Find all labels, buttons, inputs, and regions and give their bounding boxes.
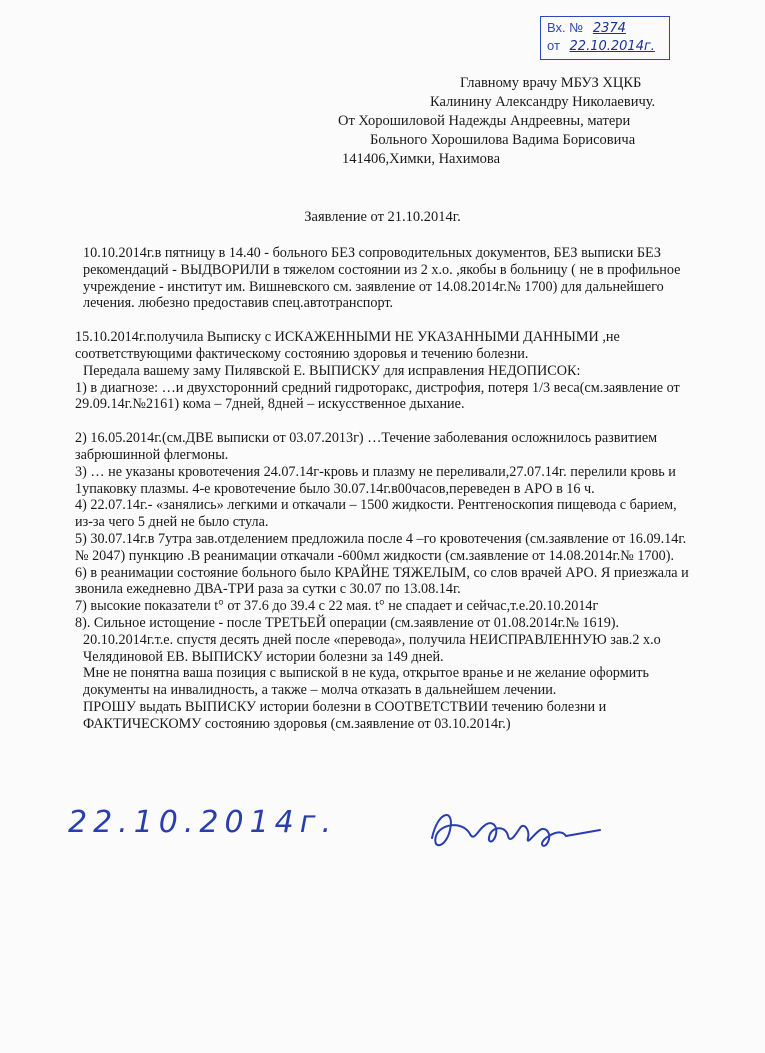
paragraph-14: ПРОШУ выдать ВЫПИСКУ истории болезни в СООТВЕТСТВИИ течению болезни и ФАКТИЧЕСКОМУ состоянию здоровья (см.заявление от 03.10.2014г.) [83, 698, 607, 732]
addressee-line-1: Главному врачу МБУЗ ХЦКБ [460, 75, 642, 91]
paragraph-10: 7) высокие показатели t° от 37.6 до 39.4 с 22 мая. t° не спадает и сейчас,т.е.20.10.2014г [75, 598, 599, 615]
addressee-line-2: Калинину Александру Николаевичу. [430, 94, 656, 110]
document-title: Заявление от 21.10.2014г. [304, 209, 461, 225]
addressee-block [280, 74, 700, 169]
paragraph-12: 20.10.2014г.т.е. спустя десять дней после «перевода», получила НЕИСПРАВЛЕННУЮ зав.2 х.о Челядиновой ЕВ. ВЫПИСКУ истории болезни за 149 дней. [83, 631, 661, 665]
paragraph-4: 1) в диагнозе: …и двухсторонний средний гидроторакс, дистрофия, потеря 1/3 веса(см.заявление от 29.09.14г.№2161) кома – 7дней, 8дней – искусственное дыхание. [75, 379, 680, 413]
paragraph-2: 15.10.2014г.получила Выписку с ИСКАЖЕННЫМИ НЕ УКАЗАННЫМИ ДАННЫМИ ,не соответствующими фактическому состоянию здоровья и течению болезни. [75, 329, 620, 362]
signature-scribble [432, 815, 600, 846]
paragraph-3: Передала вашему заму Пилявской Е. ВЫПИСКУ для исправления НЕДОПИСОК: [83, 362, 581, 379]
stamp-in-label: Вх. № [547, 20, 584, 35]
stamp-date-row [547, 38, 655, 56]
paragraph-11: 8). Сильное истощение - после ТРЕТЬЕЙ операции (см.заявление от 01.08.2014г.№ 1619). [75, 614, 620, 631]
paragraph-9: 6) в реанимации состояние больного было КРАЙНЕ ТЯЖЕЛЫМ, со слов врачей АРО. Я приезжала и звонила ежедневно ДВА-ТРИ раза за сутки с 30.07 по 13.08.14г. [75, 564, 689, 598]
paragraph-13: Мне не понятна ваша позиция с выпиской в не куда, открытое вранье и не желание оформить документы на инвалидность, а также – молча отказать в дальнейшем лечении. [83, 665, 649, 699]
handwritten-date: 22.10.2014г. [68, 805, 338, 840]
paragraph-5: 2) 16.05.2014г.(см.ДВЕ выписки от 03.07.2013г) …Течение заболевания осложнилось развитием забрюшинной флегмоны. [75, 430, 658, 463]
stamp-date-value: 22.10.2014г. [569, 39, 655, 54]
sender-address: 141406,Химки, Нахимова [342, 151, 501, 167]
stamp-date-label: от [547, 38, 560, 53]
sender-line-2: Больного Хорошилова Вадима Борисовича [370, 132, 636, 148]
document-body [75, 245, 695, 733]
handwritten-area [60, 790, 700, 870]
paragraph-7: 4) 22.07.14г.- «занялись» легкими и откачали – 1500 жидкости. Рентгеноскопия пищевода с барием, из-за чего 5 дней не было стула. [75, 497, 677, 531]
stamp-in-row [547, 20, 626, 38]
sender-line-1: От Хорошиловой Надежды Андреевны, матери [338, 113, 631, 129]
registration-stamp [540, 16, 670, 60]
paragraph-8: 5) 30.07.14г.в 7утра зав.отделением предложила после 4 –го кровотечения (см.заявление от 16.09.14г.№ 2047) пункцию .В реанимации откачали -600мл жидкости (см.заявление от 14.08.2014г.№ 1700). [75, 530, 687, 564]
stamp-in-number: 2374 [592, 21, 626, 36]
paragraph-6: 3) … не указаны кровотечения 24.07.14г-кровь и плазму не переливали,27.07.14г. перелили кровь и 1упаковку плазмы. 4-е кровотечение было 30.07.14г.в00часов,переведен в АРО в 16 ч. [75, 463, 676, 497]
paragraph-1: 10.10.2014г.в пятницу в 14.40 - больного БЕЗ сопроводительных документов, БЕЗ выписки БЕЗ рекомендаций - ВЫДВОРИЛИ в тяжелом состоянии из 2 х.о. ,якобы в больницу ( не в профильное учреждение - институт им. Вишневского см. заявление от 14.08.2014г.№ 1700) для дальнейшего лечения. любезно предоставив спец.автотранспорт. [83, 245, 681, 312]
